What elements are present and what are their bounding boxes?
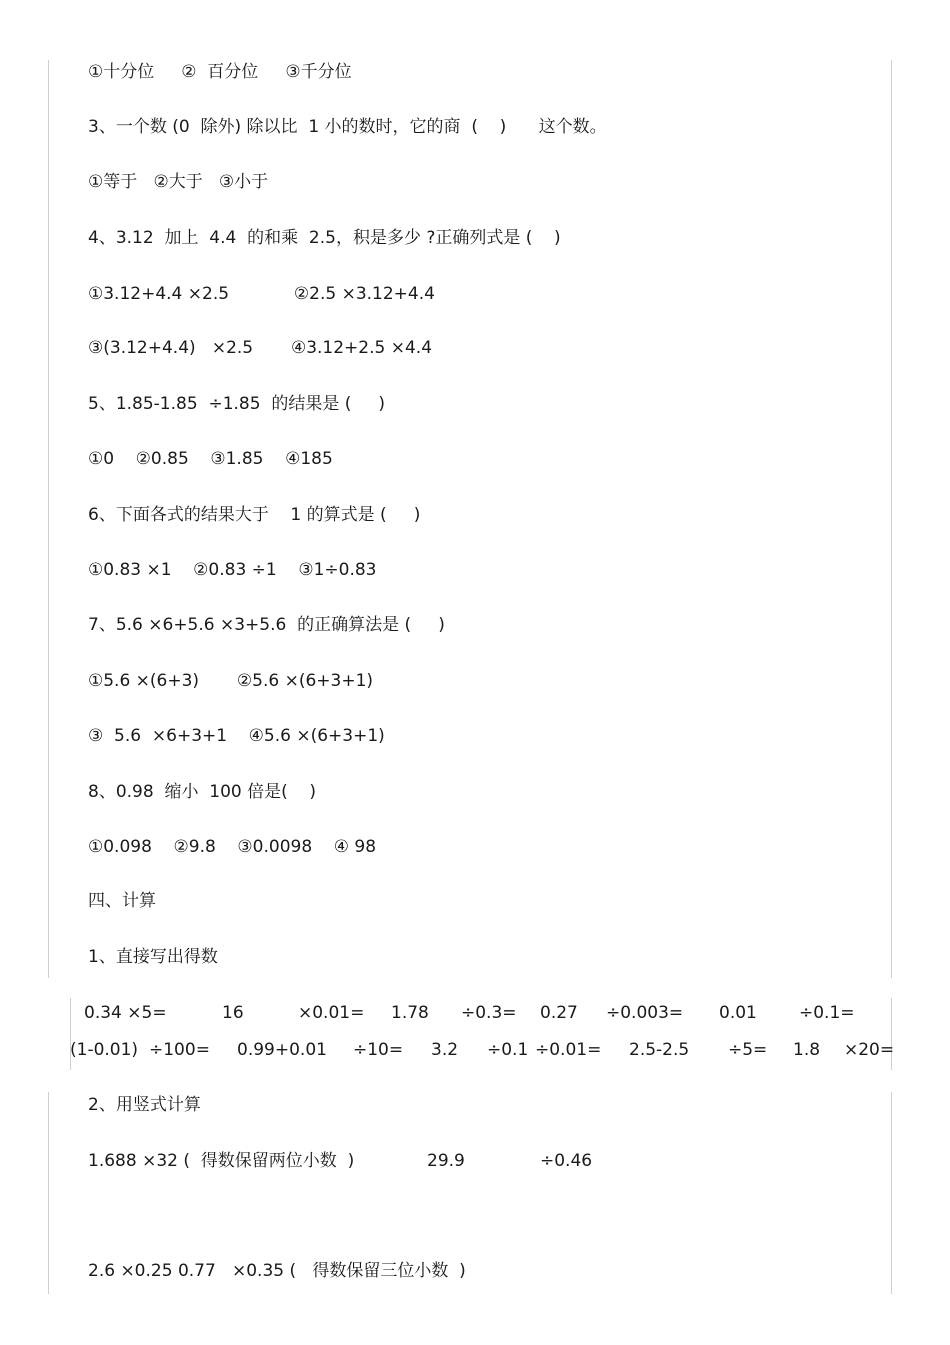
calc-r2-item: ÷10= xyxy=(353,1040,404,1060)
vertical-calc-heading: 2、用竖式计算 xyxy=(88,1095,201,1115)
q3-question: 3、一个数 (0 除外) 除以比 1 小的数时，它的商 ( ) 这个数。 xyxy=(88,117,607,137)
q7-options-b: ③ 5.6 ×6+3+1 ④5.6 ×(6+3+1) xyxy=(88,726,385,746)
calc-r2-item: ÷5= xyxy=(728,1040,768,1060)
left-margin-rule-bottom xyxy=(48,1092,49,1294)
q5-options: ①0 ②0.85 ③1.85 ④185 xyxy=(88,449,333,469)
q8-question: 8、0.98 缩小 100 倍是( ) xyxy=(88,782,317,802)
left-margin-rule-top xyxy=(48,60,49,978)
section-four-heading: 四、计算 xyxy=(88,891,156,911)
calc-r2-item: ×20= xyxy=(844,1040,895,1060)
calc-r2-item: 1.8 xyxy=(793,1040,821,1060)
q6-question: 6、下面各式的结果大于 1 的算式是 ( ) xyxy=(88,505,421,525)
calc-r2-item: 0.99+0.01 xyxy=(237,1040,327,1060)
vertical-calc-item-3: 2.6 ×0.25 0.77 ×0.35 ( 得数保留三位小数 ) xyxy=(88,1261,466,1281)
q2-options: ①十分位 ② 百分位 ③千分位 xyxy=(88,62,352,82)
q6-options: ①0.83 ×1 ②0.83 ÷1 ③1÷0.83 xyxy=(88,560,377,580)
calc-r1-item: ÷0.1= xyxy=(799,1003,855,1023)
calc-r1-item: ÷0.3= xyxy=(461,1003,517,1023)
calc-r1-item: ×0.01= xyxy=(298,1003,365,1023)
calc-r2-item: 2.5-2.5 xyxy=(629,1040,690,1060)
q8-options: ①0.098 ②9.8 ③0.0098 ④ 98 xyxy=(88,837,377,857)
direct-answer-heading: 1、直接写出得数 xyxy=(88,947,218,967)
vertical-calc-item-2a: 29.9 xyxy=(427,1151,465,1171)
q4-question: 4、3.12 加上 4.4 的和乘 2.5，积是多少 ?正确列式是 ( ) xyxy=(88,228,561,248)
vertical-calc-item-2b: ÷0.46 xyxy=(540,1151,593,1171)
q7-options-a: ①5.6 ×(6+3) ②5.6 ×(6+3+1) xyxy=(88,671,374,691)
calc-r2-item: ÷0.01= xyxy=(535,1040,602,1060)
calc-r2-item: ÷0.1 xyxy=(487,1040,529,1060)
q4-options-a: ①3.12+4.4 ×2.5 ②2.5 ×3.12+4.4 xyxy=(88,284,435,304)
calc-r2-item: 3.2 xyxy=(431,1040,459,1060)
q3-options: ①等于 ②大于 ③小于 xyxy=(88,172,269,192)
calc-r1-item: ÷0.003= xyxy=(606,1003,684,1023)
calc-r2-item: (1-0.01) xyxy=(70,1040,139,1060)
calc-r1-item: 0.34 ×5= xyxy=(84,1003,167,1023)
right-margin-rule-bottom xyxy=(891,1092,892,1294)
calc-r2-item: ÷100= xyxy=(149,1040,210,1060)
calc-r1-item: 0.27 xyxy=(540,1003,578,1023)
calc-r1-item: 0.01 xyxy=(719,1003,757,1023)
q7-question: 7、5.6 ×6+5.6 ×3+5.6 的正确算法是 ( ) xyxy=(88,615,445,635)
vertical-calc-item-1: 1.688 ×32 ( 得数保留两位小数 ) xyxy=(88,1151,355,1171)
q5-question: 5、1.85-1.85 ÷1.85 的结果是 ( ) xyxy=(88,394,386,414)
calc-r1-item: 16 xyxy=(222,1003,244,1023)
q4-options-b: ③(3.12+4.4) ×2.5 ④3.12+2.5 ×4.4 xyxy=(88,338,433,358)
right-margin-rule-top xyxy=(891,60,892,978)
calc-r1-item: 1.78 xyxy=(391,1003,429,1023)
